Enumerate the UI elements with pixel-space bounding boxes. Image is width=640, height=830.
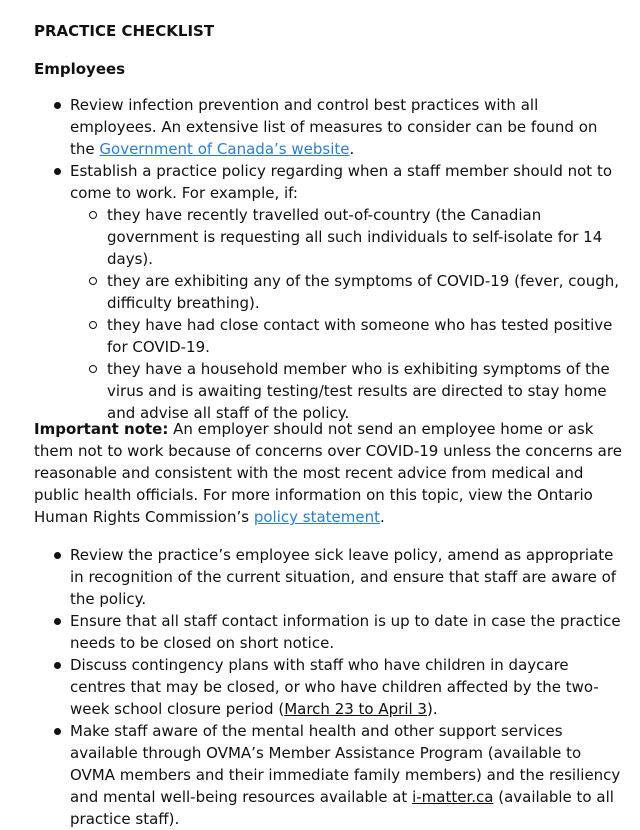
list-item-punctuation: ).	[426, 700, 438, 718]
list-item: Review the practice’s employee sick leave policy, amend as appropriate in recognition of the current situation, and ensure that staff are aware of the policy.	[34, 544, 624, 610]
conditions-sublist	[70, 204, 624, 424]
important-note-text: An employer should not send an employee home or ask them not to work because of concerns over COVID-19 unless the concerns are reasonable and consistent with the most recent advice from medical and public health officials. For more information on this topic, view the Ontario Human Rights Commission’s	[34, 420, 622, 526]
sublist-item: they are exhibiting any of the symptoms of COVID-19 (fever, cough, difficulty breathing).	[70, 270, 624, 314]
sublist-item: they have had close contact with someone who has tested positive for COVID-19.	[70, 314, 624, 358]
closure-dates-text: March 23 to April 3	[284, 700, 427, 718]
list-item	[34, 654, 624, 720]
list-item	[34, 720, 624, 830]
policy-statement-link[interactable]: policy statement	[253, 508, 380, 526]
list-item-text: Discuss contingency plans with staff who have children in daycare centres that may be closed, or who have children affected by the two-week school closure period (	[70, 656, 599, 718]
list-item	[34, 94, 624, 160]
section-heading-employees: Employees	[34, 60, 126, 78]
staff-actions-list	[34, 544, 624, 830]
i-matter-link[interactable]: i-matter.ca	[412, 788, 494, 806]
list-item-text: Review infection prevention and control best practices with all employees. An extensive list of measures to consider can be found on the	[70, 96, 598, 158]
list-item-text: Make staff aware of the mental health and other support services available through OVMA’s Member Assistance Program (available to OVMA members and their immediate family members) and the resiliency and mental well-being resources available at	[70, 722, 621, 806]
government-of-canada-link[interactable]: Government of Canada’s website	[99, 140, 350, 158]
sublist-item: they have recently travelled out-of-country (the Canadian government is requesting all such individuals to self-isolate for 14 days).	[70, 204, 624, 270]
list-item: Ensure that all staff contact information is up to date in case the practice needs to be closed on short notice.	[34, 610, 624, 654]
sublist-item: they have a household member who is exhibiting symptoms of the virus and is awaiting testing/test results are directed to stay home and advise all staff of the policy.	[70, 358, 624, 424]
list-item-punctuation: .	[349, 140, 355, 158]
important-note	[34, 418, 624, 528]
list-item-text: Establish a practice policy regarding when a staff member should not to come to work. For example, if:	[70, 162, 613, 202]
important-note-label: Important note:	[34, 420, 169, 438]
important-note-punctuation: .	[379, 508, 385, 526]
page-title: PRACTICE CHECKLIST	[34, 22, 215, 40]
employee-checklist-list	[34, 94, 624, 424]
list-item-text-end: (available to all practice staff).	[70, 788, 614, 828]
list-item	[34, 160, 624, 424]
